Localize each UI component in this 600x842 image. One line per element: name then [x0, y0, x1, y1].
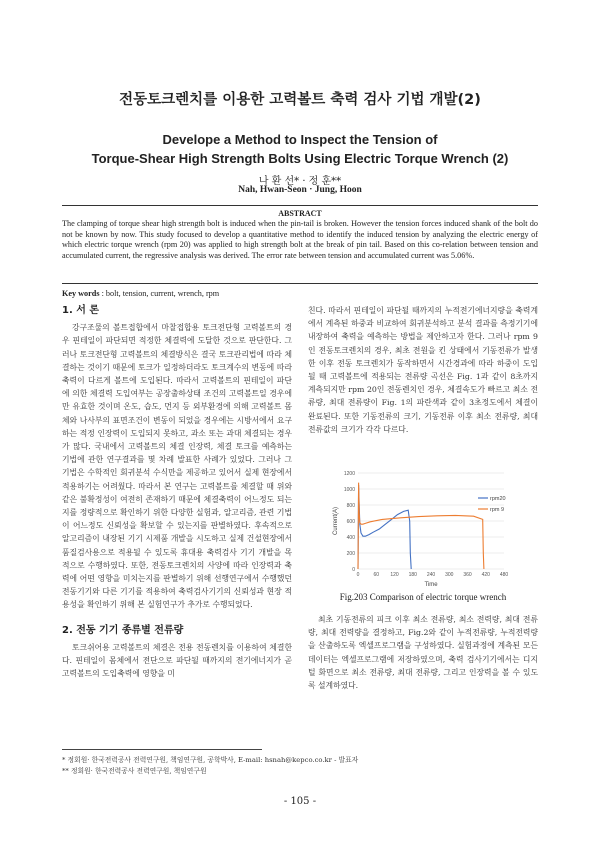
chart-series	[358, 483, 484, 569]
figure-caption: Fig.203 Comparison of electric torque wrench	[339, 592, 507, 602]
right-paragraph-bottom: 최초 기동전류의 피크 이후 최소 전류량, 최소 전력량, 최대 전류량, 최대 전력량을 결정하고, Fig.2와 같이 누적전류량, 누적전력량을 산출하도록 엑셀프로그램을 구성하였다. 실험과정에 계측된 모든 데이터는 엑셀프로그램에 저장하였으며, 축력 검사기기에서는 디지털 화면으로 최소 전류량, 최대 전류량, 그리고 인장력을 볼 수 있도록 설계하였다.	[308, 615, 538, 691]
title-english-line2: Torque-Shear High Strength Bolts Using Electric Torque Wrench (2)	[91, 151, 509, 166]
authors-english: Nah, Hwan-Seon · Jung, Hoon	[238, 185, 362, 195]
y-tick-label: 200	[346, 551, 355, 557]
y-tick-label: 1200	[343, 471, 355, 477]
footnote-2: ** 정회원· 한국전력공사 전력연구원, 책임연구원	[62, 767, 207, 775]
page-number: - 105 -	[283, 796, 317, 807]
series-line-rpm9	[358, 483, 484, 569]
keywords	[62, 289, 538, 298]
section-2-heading: 2. 전동 기기 종류별 전류량	[62, 624, 184, 636]
right-paragraph-top: 친다. 따라서 핀테일이 파단될 때까지의 누적전기에너지량을 축력계에서 계측된 하중과 비교하여 회귀분석하고 분석 결과를 측정기기에 내장하여 축력을 예측하는 방법을 제안하고자 한다. 그러나 rpm 9인 전동토크렌치의 경우, 최초 전원을 킨 상태에서 기동전류가 발생한 이후 전동 토크렌치가 동작하면서 시간경과에 따라 하중이 도입될 때 고력볼트에 적용되는 전류량 곡선은 Fig. 1과 같이 8초까지 계측되지만 rpm 20인 전동렌치인 경우, 체결속도가 빠르고 최소 전류량, 최대 전류량이 Fig. 1의 파란색과 같이 3초정도에서 체결이 완료된다. 또한 기동전류의 크기, 기동전류 이후 최소 전류량, 최대전류값의 크기가 각각 다르다.	[308, 306, 538, 434]
x-tick-label: 120	[390, 572, 399, 578]
y-tick-label: 0	[352, 567, 355, 573]
chart-grid	[358, 473, 504, 569]
chart-y-tick-labels	[344, 471, 355, 573]
x-tick-label: 360	[463, 572, 472, 578]
series-line-rpm20	[358, 485, 411, 569]
x-tick-label: 180	[408, 572, 417, 578]
title-korean: 전동토크렌치를 이용한 고력볼트 축력 검사 기법 개발(2)	[119, 92, 481, 108]
title-english-line1: Develope a Method to Inspect the Tension of	[162, 132, 438, 147]
footnotes	[62, 755, 538, 777]
y-tick-label: 1000	[343, 487, 355, 493]
right-column-bottom	[308, 613, 538, 692]
x-tick-label: 480	[499, 572, 509, 578]
x-tick-label: 240	[426, 572, 436, 578]
section-2-paragraph: 토크쉬어용 고력볼트의 체결은 전용 전동렌치를 이용하여 체결한다. 핀테일이 몸체에서 전단으로 파단될 때까지의 전기에너지가 곧 고력볼트의 도입축력에 영향을 미	[62, 642, 292, 679]
y-tick-label: 800	[346, 503, 355, 509]
section-1-paragraph: 강구조물의 볼트접합에서 마찰접합용 토크전단형 고력볼트의 경우 핀테일이 파단되면 적정한 체결력에 도달한 것으로 판단한다. 그러나 토크전단형 고력볼트의 체결방식은 결국 토크관리법에 따라 체결하는 것이기 때문에 토크가 일정하더라도 토크계수의 변동에 따라 축력이 다르게 볼트에 도입된다. 따라서 고력볼트의 핀테일이 파단에 의한 체결력 도입여부는 공장출하상태 조건의 고력볼트일 경우에만 유효한 것이며 온도, 습도, 먼지 등 외부환경에 의해 고력볼트 몸체와 나사부의 표면조건이 변동이 되었을 경우에는 시방서에서 요구하는 적정 인장력이 도입되지 못하고, 과소 또는 과대 체결되는 경우가 많다. 국내에서 고력볼트의 체결 인장력, 체결 토크를 예측하는 기법에 관한 연구결과를 몇 차례 발표한 사례가 있었다. 그러나 그 기법은 수학적인 회귀분석 수식만을 제공하고 있어서 실제 현장에서 적용하기는 어려웠다. 따라서 본 연구는 고력볼트를 체결할 때 위와 같은 불확정성이 여전히 존재하기 때문에 체결축력이 어느정도 되는지를 정량적으로 확인하기 위한 다양한 실험과, 알고리즘, 관련 기법이 어느정도 신뢰성을 확보할 수 있는지를 판별하였다. 후속적으로 알고리즘이 내장된 기기 시제품 개발을 시도하고 실제 건설현장에서 품질검사용으로 적용될 수 있도록 휴대용 축력검사 기기 개발을 목적으로 수행하였다. 또한, 전동토크렌치의 사양에 따라 인장력과 축력에 어떤 영향을 미치는지를 판별하기 위해 선행연구에서 수행했던 전동기기와 다른 기기를 적용하여 축력검사기기의 신뢰성과 현장 적용성을 확인하기 위해 본 실험연구가 추가로 수행되었다.	[62, 323, 292, 610]
section-1-heading: 1. 서 론	[62, 305, 100, 316]
x-tick-label: 300	[445, 572, 454, 578]
x-tick-label: 420	[481, 572, 490, 578]
abstract-heading: ABSTRACT	[278, 209, 322, 218]
chart-x-tick-labels	[357, 572, 509, 578]
y-tick-label: 400	[346, 535, 355, 541]
chart-y-axis-label: Current(A)	[333, 506, 339, 536]
title-english	[0, 130, 600, 168]
keywords-list: : bolt, tension, current, wrench, rpm	[99, 289, 220, 298]
legend-label: rpm 9	[490, 507, 505, 513]
footnote-1: * 정회원· 한국전력공사 전력연구원, 책임연구원, 공학박사, E-mail: hsnah@kepco.co.kr - 발표자	[62, 756, 359, 764]
keywords-label: Key words	[62, 289, 100, 298]
chart-legend	[478, 496, 506, 513]
chart-x-axis-label: Time	[424, 582, 438, 588]
left-column	[62, 304, 292, 680]
authors-korean: 나 환 선* · 정 훈**	[258, 176, 342, 187]
legend-label: rpm20	[490, 496, 506, 502]
abstract-top-rule	[62, 205, 538, 206]
x-tick-label: 0	[356, 572, 360, 578]
current-comparison-chart	[328, 465, 524, 589]
footnote-rule	[62, 749, 262, 750]
right-column-top	[308, 304, 538, 436]
x-tick-label: 60	[373, 572, 380, 578]
abstract-bottom-rule	[62, 283, 538, 284]
y-tick-label: 600	[346, 519, 355, 525]
abstract-text: The clamping of torque shear high strength bolt is induced when the pin-tail is broken. However the tension forces induced shank of the bolt do not be known by now. This study focused to develop a quantitative method to identify the induced tension by analyzing the electric energy of which electric torque wrench (rpm 20) was applied to high strength bolt at the break of pin tail. Based on this co-relation between tension and accumulated current, the regressive analysis was derived. The error rate between tension and accumulated current was 5.06%.	[62, 219, 538, 260]
